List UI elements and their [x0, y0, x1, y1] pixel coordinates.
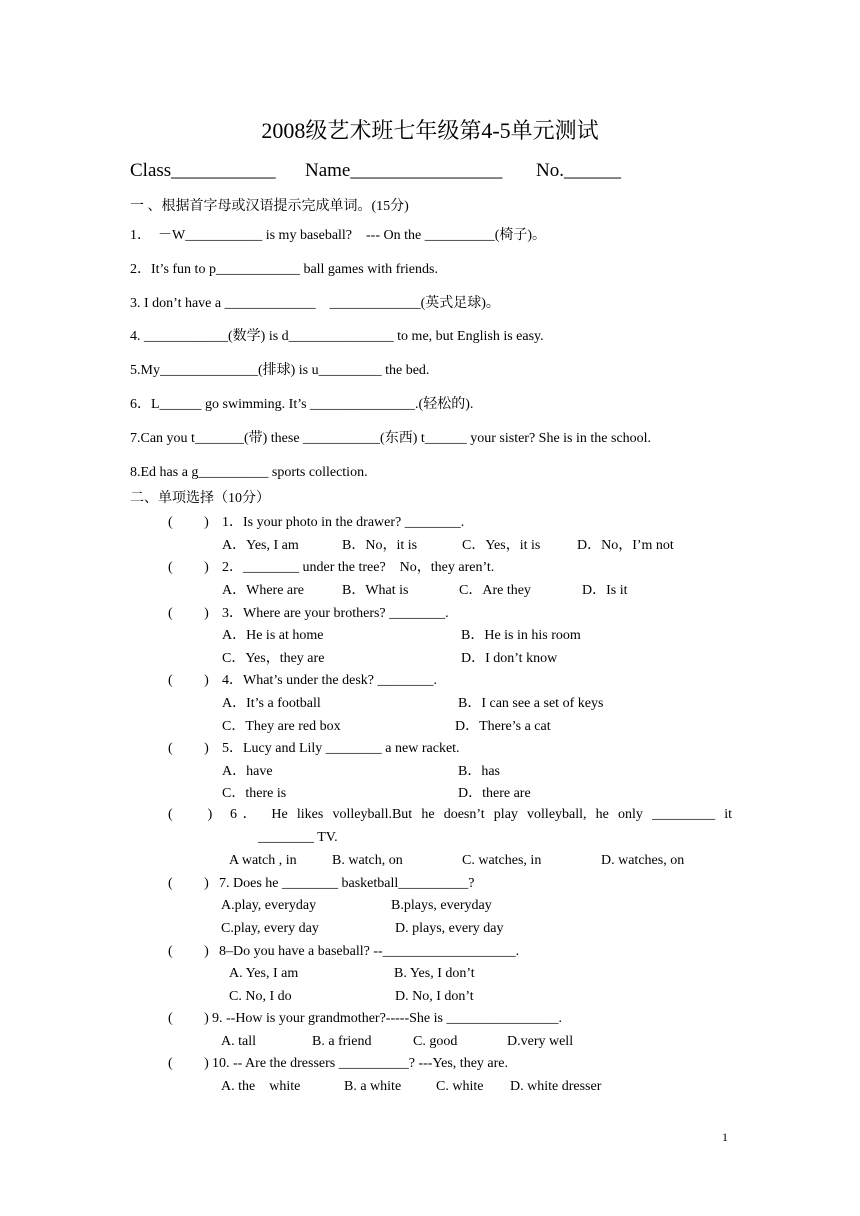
- option-d: D. watches, on: [601, 853, 685, 868]
- class-field: Class___________: [130, 160, 276, 181]
- option-a: A watch , in: [229, 853, 297, 868]
- answer-bracket: ( ): [168, 560, 213, 575]
- option-c: C. watches, in: [462, 853, 542, 868]
- option-c: C. white: [436, 1079, 484, 1094]
- section1-item: 8.Ed has a g__________ sports collection.: [130, 465, 368, 480]
- option-d: D．There’s a cat: [455, 719, 551, 734]
- section1-heading: 一 、根据首字母或汉语提示完成单词。(15分): [130, 199, 409, 214]
- option-d: D. white dresser: [510, 1079, 602, 1094]
- option-c: C．Yes，they are: [222, 651, 325, 666]
- option-a: A．have: [222, 764, 273, 779]
- answer-bracket: ( ): [168, 807, 216, 822]
- option-d: D．Is it: [582, 583, 628, 598]
- section1-item: 7.Can you t_______(带) these ___________(东西) t______ your sister? She is in the school.: [130, 431, 652, 446]
- section1-item: 5.My______________(排球) is u_________ the bed.: [130, 363, 430, 378]
- option-b: B．What is: [342, 583, 409, 598]
- section2-heading: 二、单项选择（10分）: [130, 491, 270, 506]
- question-text: 9. --How is your grandmother?-----She is ________________.: [212, 1011, 562, 1026]
- answer-bracket: ( ): [168, 876, 213, 891]
- answer-bracket: ( ): [168, 1011, 209, 1026]
- name-field: Name________________: [305, 160, 503, 181]
- answer-bracket: ( ): [168, 515, 213, 530]
- option-c: C. No, I do: [229, 989, 292, 1004]
- page-number: 1: [722, 1130, 728, 1144]
- option-b: B．He is in his room: [461, 628, 581, 643]
- option-b: B．I can see a set of keys: [458, 696, 604, 711]
- question-text: 2．________ under the tree? No，they aren’t.: [222, 560, 495, 575]
- number-field: No.______: [536, 160, 621, 181]
- question-text: 8–Do you have a baseball? --___________________.: [219, 944, 520, 959]
- question-text: 10. -- Are the dressers __________? ---Yes, they are.: [212, 1056, 509, 1071]
- option-c: C. good: [413, 1034, 458, 1049]
- option-a: A．Yes, I am: [222, 538, 299, 553]
- option-c: C．Are they: [459, 583, 531, 598]
- section1-item: 4. ____________(数学) is d_______________ to me, but English is easy.: [130, 329, 544, 344]
- question-text-continued: ________ TV.: [258, 830, 338, 845]
- option-c: C．They are red box: [222, 719, 341, 734]
- answer-bracket: ( ): [168, 741, 213, 756]
- answer-bracket: ( ): [168, 673, 213, 688]
- section1-item: 3. I don’t have a _____________ _____________(英式足球)。: [130, 296, 500, 311]
- option-d: D. plays, every day: [395, 921, 504, 936]
- option-b: B. a friend: [312, 1034, 372, 1049]
- question-text: 1．Is your photo in the drawer? ________.: [222, 515, 465, 530]
- option-a: A.play, everyday: [221, 898, 317, 913]
- option-d: D．No，I’m not: [577, 538, 674, 553]
- option-d: D. No, I don’t: [395, 989, 474, 1004]
- option-a: A. the white: [221, 1079, 301, 1094]
- section1-item: 1． －W___________ is my baseball? --- On the __________(椅子)。: [130, 228, 547, 243]
- option-b: B．No，it is: [342, 538, 418, 553]
- option-c: C．there is: [222, 786, 287, 801]
- option-b: B.plays, everyday: [391, 898, 492, 913]
- option-b: B. Yes, I don’t: [394, 966, 475, 981]
- section1-item: 2．It’s fun to p____________ ball games with friends.: [130, 262, 438, 277]
- option-a: A. Yes, I am: [229, 966, 299, 981]
- option-a: A．It’s a football: [222, 696, 321, 711]
- answer-bracket: ( ): [168, 944, 213, 959]
- question-text: 3．Where are your brothers? ________.: [222, 606, 449, 621]
- page-title: 2008级艺术班七年级第4-5单元测试: [261, 118, 599, 143]
- option-a: A. tall: [221, 1034, 256, 1049]
- option-b: B. a white: [344, 1079, 402, 1094]
- option-c: C．Yes，it is: [462, 538, 541, 553]
- answer-bracket: ( ): [168, 606, 213, 621]
- question-text: 6． He likes volleyball.But he doesn’t play volleyball, he only _________ it: [230, 807, 732, 822]
- option-d: D．there are: [458, 786, 531, 801]
- option-b: B．has: [458, 764, 500, 779]
- option-c: C.play, every day: [221, 921, 319, 936]
- answer-bracket: ( ): [168, 1056, 209, 1071]
- option-d: D.very well: [507, 1034, 574, 1049]
- question-text: 5．Lucy and Lily ________ a new racket.: [222, 741, 460, 756]
- option-b: B. watch, on: [332, 853, 403, 868]
- question-text: 7. Does he ________ basketball__________?: [219, 876, 475, 891]
- option-a: A．Where are: [222, 583, 305, 598]
- question-text: 4．What’s under the desk? ________.: [222, 673, 438, 688]
- option-a: A．He is at home: [222, 628, 324, 643]
- section1-item: 6．L______ go swimming. It’s _______________.(轻松的).: [130, 397, 474, 412]
- option-d: D．I don’t know: [461, 651, 558, 666]
